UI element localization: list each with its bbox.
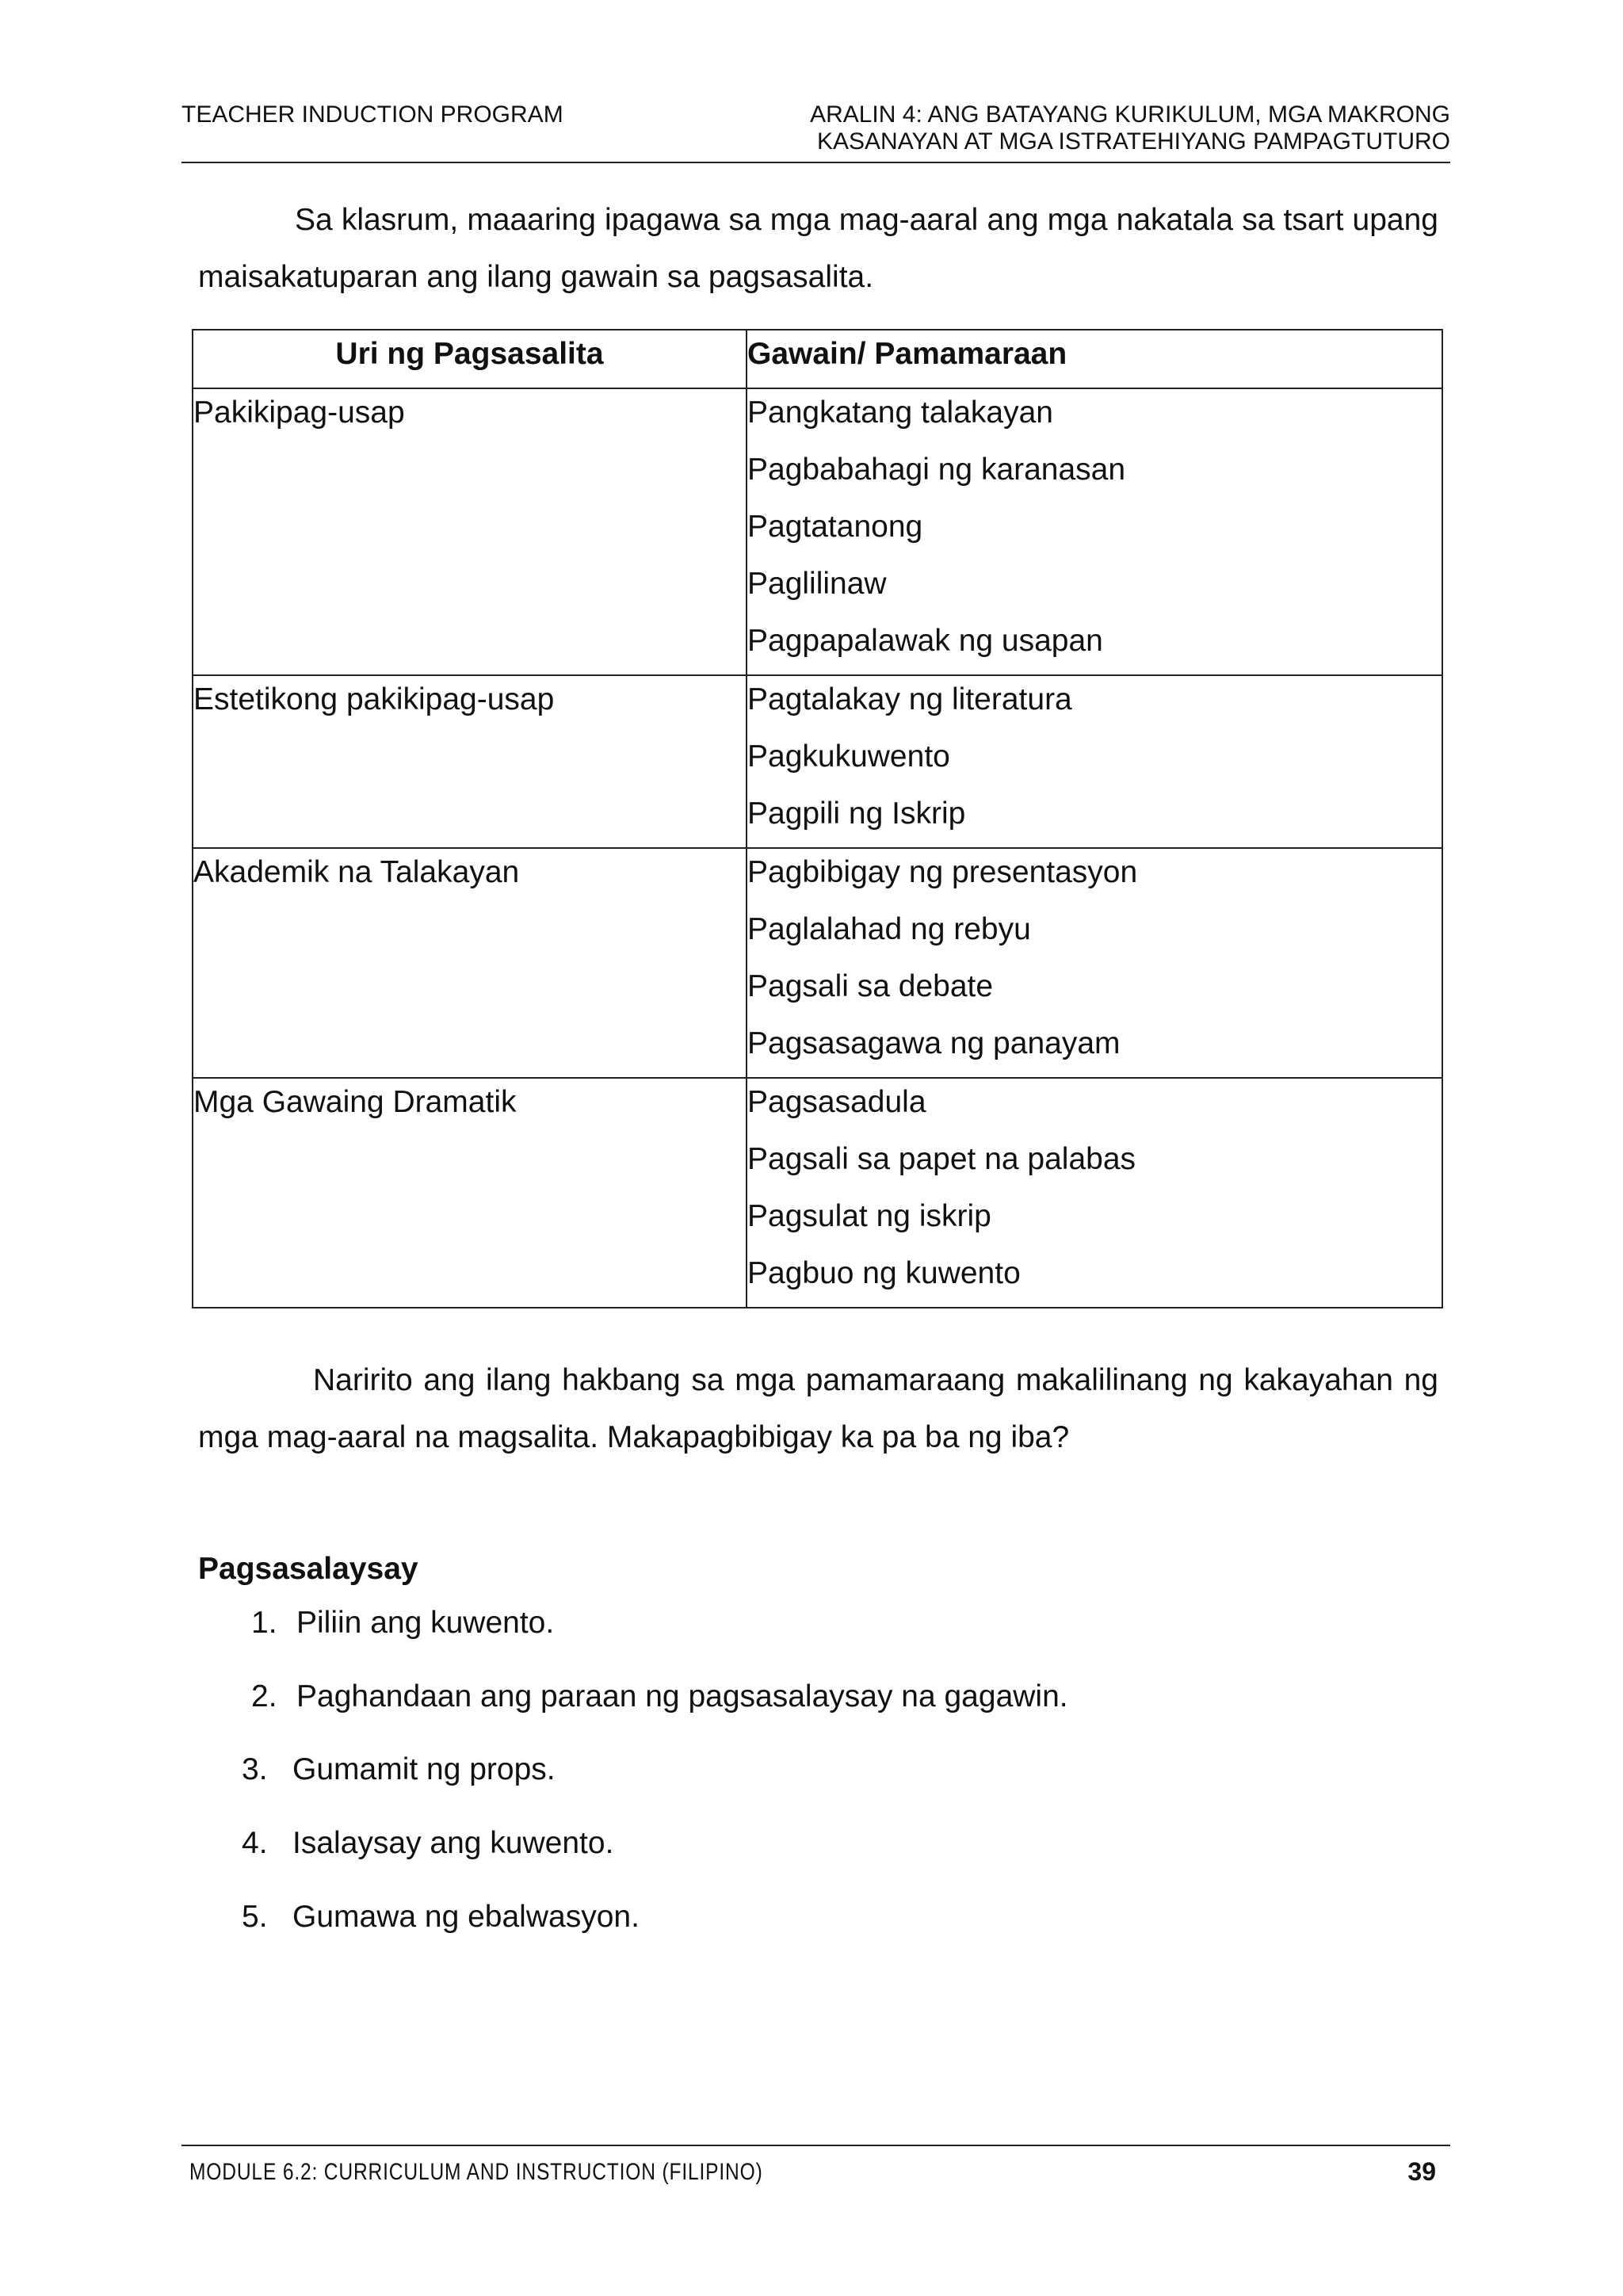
speaking-type-cell [193,388,747,675]
list-item [251,1599,554,1647]
activity-item: Pagpapalawak ng usapan [747,624,1103,658]
page-header [181,98,1450,163]
footer-module-title: MODULE 6.2: CURRICULUM AND INSTRUCTION (FILIPINO) [189,2159,763,2185]
activity-item: Pagbabahagi ng karanasan [747,453,1126,487]
activity-item: Pagkukuwento [747,739,950,774]
activities-cell [747,675,1442,848]
table-row [193,388,1442,675]
intro-paragraph [198,192,1438,306]
speaking-type-label: Estetikong pakikipag-usap [193,682,555,716]
table-header-type: Uri ng Pagsasalita [193,330,747,388]
activity-item: Pagsasadula [747,1085,926,1119]
header-program-title: TEACHER INDUCTION PROGRAM [181,101,563,128]
step-number: 2. [251,1679,277,1713]
activities-cell [747,388,1442,675]
step-number: 1. [251,1606,277,1640]
activity-item: Pagsasagawa ng panayam [747,1026,1121,1060]
page-number: 39 [1407,2157,1436,2186]
activity-item: Pagtatanong [747,510,923,544]
speaking-type-cell [193,848,747,1078]
table-header-activities: Gawain/ Pamamaraan [747,330,1442,388]
table-header-row [193,330,1442,388]
activity-item: Pangkatang talakayan [747,395,1053,430]
second-paragraph [198,1352,1438,1466]
list-item [242,1746,556,1794]
step-text: Gumamit ng props. [292,1752,556,1786]
activity-item: Pagsulat ng iskrip [747,1199,991,1233]
list-item [251,1673,1068,1721]
table-row [193,1078,1442,1308]
page-footer [181,2145,1450,2186]
speaking-type-label: Pakikipag-usap [193,395,405,430]
step-text: Isalaysay ang kuwento. [292,1826,614,1860]
section-title: Pagsasalaysay [198,1552,418,1586]
activity-item: Pagsali sa papet na palabas [747,1142,1136,1176]
step-number: 3. [242,1752,268,1786]
activities-cell [747,848,1442,1078]
list-item [242,1820,613,1867]
activity-item: Pagpili ng Iskrip [747,797,966,831]
intro-text: Sa klasrum, maaaring ipagawa sa mga mag-aaral ang mga nakatala sa tsart upang maisakatuparan ang ilang gawain sa pagsasalita. [198,203,1438,294]
header-lesson-line-1: ARALIN 4: ANG BATAYANG KURIKULUM, MGA MAKRONG [810,101,1450,128]
activity-item: Pagbibigay ng presentasyon [747,855,1138,889]
speaking-activities-table [192,329,1443,1308]
step-number: 5. [242,1900,268,1934]
speaking-type-cell [193,1078,747,1308]
second-text: Naririto ang ilang hakbang sa mga pamamaraang makalilinang ng kakayahan ng mga mag-aaral na magsalita. Makapagbibigay ka pa ba ng iba? [198,1363,1438,1454]
step-number: 4. [242,1826,268,1860]
table-row [193,848,1442,1078]
speaking-type-label: Mga Gawaing Dramatik [193,1085,517,1119]
list-item [242,1893,640,1941]
speaking-type-cell [193,675,747,848]
speaking-type-label: Akademik na Talakayan [193,855,520,889]
step-text: Gumawa ng ebalwasyon. [292,1900,640,1934]
step-text: Paghandaan ang paraan ng pagsasalaysay na gagawin. [296,1679,1068,1713]
activity-item: Pagbuo ng kuwento [747,1256,1021,1290]
activities-cell [747,1078,1442,1308]
activity-item: Paglilinaw [747,567,887,601]
step-text: Piliin ang kuwento. [296,1606,555,1640]
activity-item: Pagsali sa debate [747,969,994,1003]
activity-item: Paglalahad ng rebyu [747,912,1031,946]
header-lesson-line-2: KASANAYAN AT MGA ISTRATEHIYANG PAMPAGTUTURO [816,128,1450,155]
header-lesson-title [810,101,1450,155]
activity-item: Pagtalakay ng literatura [747,682,1072,716]
table-row [193,675,1442,848]
